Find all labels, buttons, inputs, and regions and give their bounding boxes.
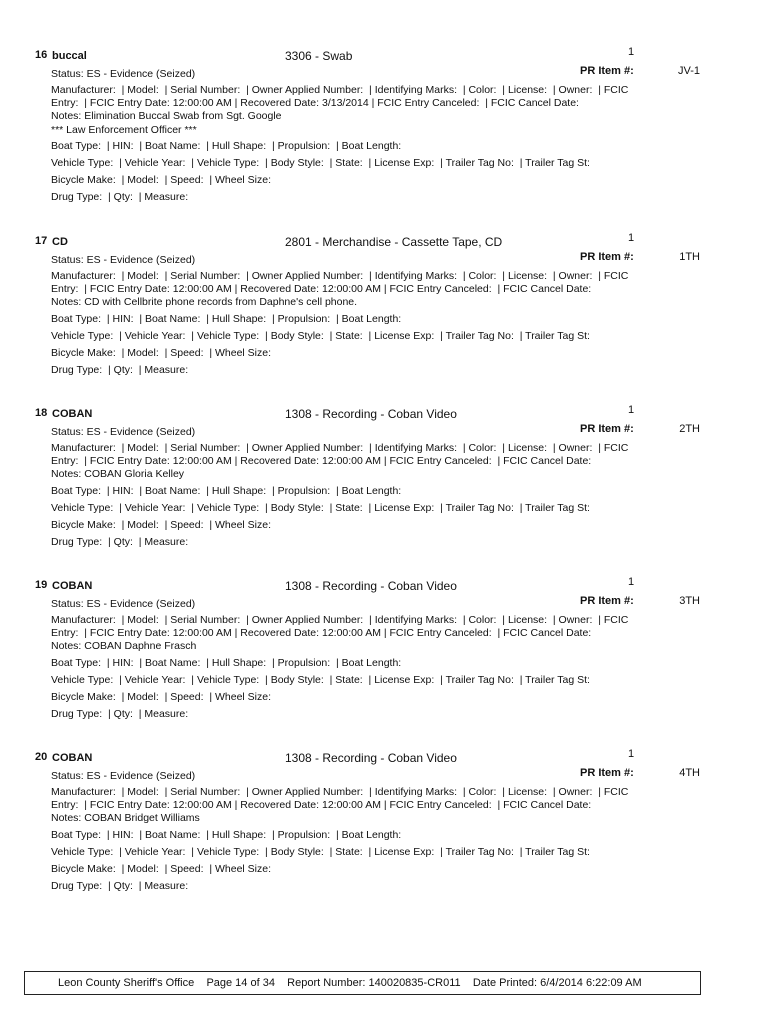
item-status: Status: ES - Evidence (Seized) xyxy=(51,254,196,266)
item-code: 1308 - Recording - Coban Video xyxy=(285,407,457,421)
item-name: buccal xyxy=(52,50,87,62)
item-name: COBAN xyxy=(52,752,93,764)
vehicle-line: Vehicle Type: | Vehicle Year: | Vehicle Type: | Body Style: | State: | License Exp: | Trailer Tag No: | Trailer Tag St: xyxy=(51,846,590,858)
boat-line: Boat Type: | HIN: | Boat Name: | Hull Shape: | Propulsion: | Boat Length: xyxy=(51,657,402,669)
boat-line: Boat Type: | HIN: | Boat Name: | Hull Shape: | Propulsion: | Boat Length: xyxy=(51,485,402,497)
vehicle-line: Vehicle Type: | Vehicle Year: | Vehicle Type: | Body Style: | State: | License Exp: | Trailer Tag No: | Trailer Tag St: xyxy=(51,157,590,169)
item-code: 1308 - Recording - Coban Video xyxy=(285,751,457,765)
item-quantity: 1 xyxy=(628,576,635,588)
boat-line: Boat Type: | HIN: | Boat Name: | Hull Shape: | Propulsion: | Boat Length: xyxy=(51,140,402,152)
evidence-item xyxy=(0,404,768,577)
item-number: 20 xyxy=(35,751,48,763)
pr-item-label: PR Item #: xyxy=(580,767,634,779)
item-status: Status: ES - Evidence (Seized) xyxy=(51,68,196,80)
bicycle-line: Bicycle Make: | Model: | Speed: | Wheel Size: xyxy=(51,347,272,359)
item-number: 17 xyxy=(35,235,48,247)
evidence-item xyxy=(0,748,768,921)
drug-line: Drug Type: | Qty: | Measure: xyxy=(51,364,189,376)
notes-line: Notes: COBAN Bridget Williams xyxy=(51,812,200,824)
drug-line: Drug Type: | Qty: | Measure: xyxy=(51,536,189,548)
pr-item-value: 2TH xyxy=(679,423,700,435)
drug-line: Drug Type: | Qty: | Measure: xyxy=(51,191,189,203)
boat-line: Boat Type: | HIN: | Boat Name: | Hull Shape: | Propulsion: | Boat Length: xyxy=(51,313,402,325)
item-number: 19 xyxy=(35,579,48,591)
item-quantity: 1 xyxy=(628,232,635,244)
manufacturer-line: Manufacturer: | Model: | Serial Number: | Owner Applied Number: | Identifying Marks: | Color: | License: | Owner: | FCIC xyxy=(51,84,629,96)
item-status: Status: ES - Evidence (Seized) xyxy=(51,770,196,782)
bicycle-line: Bicycle Make: | Model: | Speed: | Wheel Size: xyxy=(51,519,272,531)
entry-line: Entry: | FCIC Entry Date: 12:00:00 AM | Recovered Date: 12:00:00 AM | FCIC Entry Canceled: | FCIC Cancel Date: xyxy=(51,627,592,639)
pr-item-label: PR Item #: xyxy=(580,423,634,435)
manufacturer-line: Manufacturer: | Model: | Serial Number: | Owner Applied Number: | Identifying Marks: | Color: | License: | Owner: | FCIC xyxy=(51,270,629,282)
item-quantity: 1 xyxy=(628,748,635,760)
pr-item-label: PR Item #: xyxy=(580,251,634,263)
entry-line: Entry: | FCIC Entry Date: 12:00:00 AM | Recovered Date: 3/13/2014 | FCIC Entry Canceled: | FCIC Cancel Date: xyxy=(51,97,579,109)
manufacturer-line: Manufacturer: | Model: | Serial Number: | Owner Applied Number: | Identifying Marks: | Color: | License: | Owner: | FCIC xyxy=(51,786,629,798)
notes-line: Notes: COBAN Gloria Kelley xyxy=(51,468,185,480)
drug-line: Drug Type: | Qty: | Measure: xyxy=(51,708,189,720)
bicycle-line: Bicycle Make: | Model: | Speed: | Wheel Size: xyxy=(51,691,272,703)
item-code: 3306 - Swab xyxy=(285,49,353,63)
pr-item-value: JV-1 xyxy=(677,65,700,77)
item-number: 16 xyxy=(35,49,48,61)
bicycle-line: Bicycle Make: | Model: | Speed: | Wheel Size: xyxy=(51,863,272,875)
pr-item-value: 1TH xyxy=(679,251,700,263)
notes-extra-line: *** Law Enforcement Officer *** xyxy=(51,124,197,136)
item-number: 18 xyxy=(35,407,48,419)
item-name: COBAN xyxy=(52,408,93,420)
page-footer: Leon County Sheriff's Office Page 14 of 34 Report Number: 140020835-CR011 Date Printed: 6/4/2014 6:22:09 AM xyxy=(24,971,701,995)
evidence-item xyxy=(0,46,768,219)
notes-line: Notes: CD with Cellbrite phone records from Daphne's cell phone. xyxy=(51,296,358,308)
item-status: Status: ES - Evidence (Seized) xyxy=(51,426,196,438)
item-code: 1308 - Recording - Coban Video xyxy=(285,579,457,593)
evidence-item xyxy=(0,576,768,749)
item-quantity: 1 xyxy=(628,46,635,58)
item-quantity: 1 xyxy=(628,404,635,416)
drug-line: Drug Type: | Qty: | Measure: xyxy=(51,880,189,892)
manufacturer-line: Manufacturer: | Model: | Serial Number: | Owner Applied Number: | Identifying Marks: | Color: | License: | Owner: | FCIC xyxy=(51,442,629,454)
item-code: 2801 - Merchandise - Cassette Tape, CD xyxy=(285,235,503,249)
entry-line: Entry: | FCIC Entry Date: 12:00:00 AM | Recovered Date: 12:00:00 AM | FCIC Entry Canceled: | FCIC Cancel Date: xyxy=(51,799,592,811)
pr-item-value: 3TH xyxy=(679,595,700,607)
boat-line: Boat Type: | HIN: | Boat Name: | Hull Shape: | Propulsion: | Boat Length: xyxy=(51,829,402,841)
vehicle-line: Vehicle Type: | Vehicle Year: | Vehicle Type: | Body Style: | State: | License Exp: | Trailer Tag No: | Trailer Tag St: xyxy=(51,502,590,514)
pr-item-label: PR Item #: xyxy=(580,65,634,77)
item-name: COBAN xyxy=(52,580,93,592)
vehicle-line: Vehicle Type: | Vehicle Year: | Vehicle Type: | Body Style: | State: | License Exp: | Trailer Tag No: | Trailer Tag St: xyxy=(51,674,590,686)
entry-line: Entry: | FCIC Entry Date: 12:00:00 AM | Recovered Date: 12:00:00 AM | FCIC Entry Canceled: | FCIC Cancel Date: xyxy=(51,283,592,295)
manufacturer-line: Manufacturer: | Model: | Serial Number: | Owner Applied Number: | Identifying Marks: | Color: | License: | Owner: | FCIC xyxy=(51,614,629,626)
entry-line: Entry: | FCIC Entry Date: 12:00:00 AM | Recovered Date: 12:00:00 AM | FCIC Entry Canceled: | FCIC Cancel Date: xyxy=(51,455,592,467)
evidence-item xyxy=(0,232,768,405)
notes-line: Notes: COBAN Daphne Frasch xyxy=(51,640,197,652)
item-name: CD xyxy=(52,236,68,248)
pr-item-value: 4TH xyxy=(679,767,700,779)
pr-item-label: PR Item #: xyxy=(580,595,634,607)
notes-line: Notes: Elimination Buccal Swab from Sgt. Google xyxy=(51,110,282,122)
bicycle-line: Bicycle Make: | Model: | Speed: | Wheel Size: xyxy=(51,174,272,186)
vehicle-line: Vehicle Type: | Vehicle Year: | Vehicle Type: | Body Style: | State: | License Exp: | Trailer Tag No: | Trailer Tag St: xyxy=(51,330,590,342)
item-status: Status: ES - Evidence (Seized) xyxy=(51,598,196,610)
